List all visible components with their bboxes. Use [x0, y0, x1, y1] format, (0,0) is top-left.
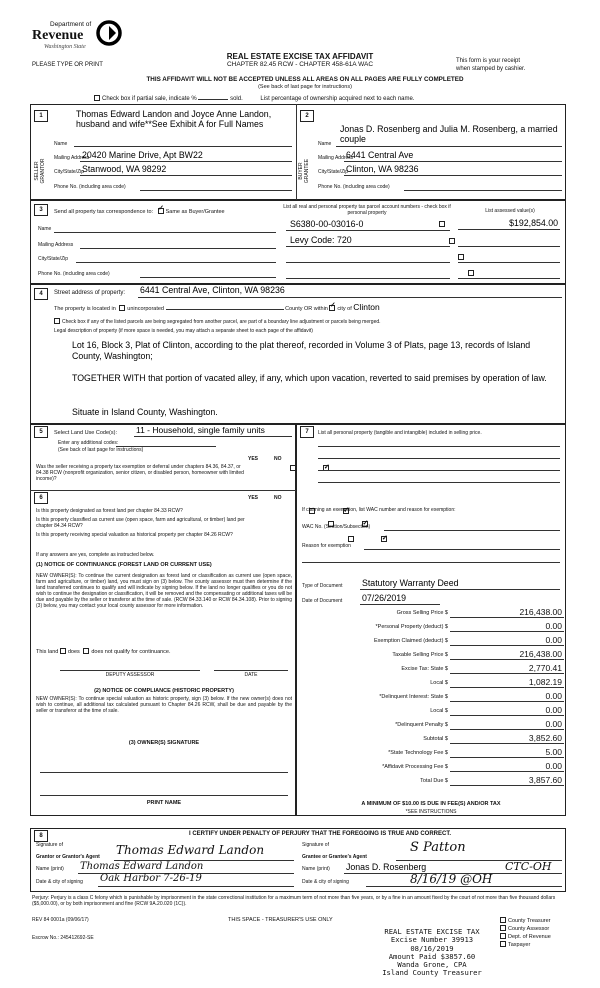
financial-row — [350, 775, 564, 787]
seller-name[interactable]: Thomas Edward Landon and Joyce Anne Landon, husband and wife**See Exhibit A for Full Names — [76, 109, 272, 129]
grantor-agent-label: Grantor or Grantor's Agent — [36, 854, 100, 860]
located-row — [54, 302, 554, 312]
dist-checkbox[interactable] — [500, 941, 506, 947]
perjury-note: Perjury: Perjury is a class C felony which is punishable by imprisonment in the state correctional institution for a maximum term of not more than five years, or by a fine in an amount fixed by the court of not more than five thousand dollars ($5,000.00), or by both imprisonment and fine (RCW 9A.20.020 (1C)). — [32, 895, 556, 907]
grantee-name-print[interactable]: Jonas D. Rosenberg — [346, 862, 427, 872]
financial-value[interactable]: 0.00 — [545, 691, 562, 701]
dor-logo — [32, 18, 132, 58]
section-3-number: 3 — [34, 204, 48, 216]
financial-row — [350, 649, 564, 661]
additional-codes-label: Enter any additional codes: — [58, 440, 119, 446]
logo-dept-line: Department of — [50, 21, 92, 28]
s6-q1: Is this property designated as forest land per chapter 84.33 RCW? — [36, 508, 183, 514]
financial-label: Taxable Selling Price $ — [392, 652, 448, 658]
parcel-1[interactable]: S6380-00-03016-0 — [290, 219, 364, 229]
grantor-name-print-label: Name (print) — [36, 866, 64, 872]
seller-mailing[interactable]: 20420 Marine Drive, Apt BW22 — [82, 150, 203, 160]
reason-label: Reason for exemption — [302, 543, 351, 549]
parcel-2[interactable]: Levy Code: 720 — [290, 235, 352, 245]
financial-label: *Delinquent Interest: State $ — [379, 694, 448, 700]
parcel-1-personal-checkbox[interactable] — [439, 221, 445, 227]
wac-no-label: WAC No. (Section/Subsection) — [302, 524, 371, 530]
financial-value[interactable]: 216,438.00 — [519, 607, 562, 617]
financial-row — [350, 663, 564, 675]
s5-yes-header: YES — [248, 456, 259, 462]
does-qualify-checkbox[interactable] — [60, 648, 66, 654]
grantee-agent-label: Grantee or Grantee's Agent — [302, 854, 367, 860]
financial-value[interactable]: 0.00 — [545, 761, 562, 771]
stamp-line: Excise Number 39913 — [390, 935, 474, 945]
s6-q3-no-checkbox[interactable] — [381, 536, 387, 542]
dist-item: County Treasurer — [500, 917, 551, 925]
partial-sale-checkbox[interactable] — [94, 95, 100, 101]
print-name-label: PRINT NAME — [146, 800, 182, 806]
legal-2[interactable]: TOGETHER WITH that portion of vacated alley, if any, which upon vacation, reverted to said premises by operation of law. — [72, 373, 547, 383]
logo-revenue: Revenue — [32, 28, 84, 43]
street-address[interactable]: 6441 Central Ave, Clinton, WA 98236 — [140, 285, 285, 295]
parcel-3-personal-checkbox[interactable] — [458, 254, 464, 260]
unincorporated-label: unincorporated — [127, 306, 164, 312]
financial-value[interactable]: 5.00 — [545, 747, 562, 757]
segregated-checkbox[interactable] — [54, 318, 60, 324]
financial-row — [350, 747, 564, 759]
tax-stamp — [352, 928, 512, 978]
logo-mark-icon — [96, 20, 122, 46]
legal-3[interactable]: Situate in Island County, Washington. — [72, 407, 218, 417]
s6-q2: Is this property classified as current use (open space, farm and agricultural, or timber) land per chapter 84.34 RCW? — [36, 517, 245, 529]
segregated-note: Check box if any of the listed parcels are being segregated from another parcel, are part of a boundary line adjustment or parcels being merged. — [62, 319, 381, 325]
treasurer-space: THIS SPACE - TREASURER'S USE ONLY — [228, 917, 333, 923]
buyer-name-label: Name — [318, 141, 332, 147]
buyer-city-label: City/State/Zip — [318, 169, 349, 175]
assessed-header: List assessed value(s) — [485, 208, 535, 214]
section-6-number: 6 — [34, 492, 48, 504]
personal-property-label: List all personal property (tangible and intangible) included in selling price. — [318, 430, 482, 436]
does-label: does — [67, 649, 80, 655]
assessed-1[interactable]: $192,854.00 — [509, 218, 558, 228]
buyer-side-label: BUYER GRANTEE — [298, 158, 310, 184]
form-title: REAL ESTATE EXCISE TAX AFFIDAVIT — [226, 52, 374, 61]
owner-signature-label: (3) OWNER(S) SIGNATURE — [128, 740, 200, 746]
financial-row — [350, 677, 564, 689]
notice-2-title: (2) NOTICE OF COMPLIANCE (HISTORIC PROPERTY) — [94, 688, 234, 694]
financial-value[interactable]: 2,770.41 — [528, 663, 562, 673]
financial-value[interactable]: 1,082.19 — [528, 677, 562, 687]
see-back-line: (See back of last page for instructions) — [258, 84, 352, 90]
same-as-buyer-checkbox[interactable] — [158, 208, 164, 214]
financial-label: Exemption Claimed (deduct) $ — [374, 638, 448, 644]
section-7-number: 7 — [300, 426, 314, 438]
doc-date[interactable]: 07/26/2019 — [362, 593, 407, 603]
financial-value[interactable]: 0.00 — [545, 719, 562, 729]
grantor-signature[interactable]: Thomas Edward Landon — [116, 843, 265, 857]
city-of-checkbox[interactable] — [329, 305, 335, 311]
county-or-label: County OR within — [285, 306, 328, 312]
financial-row — [350, 621, 564, 633]
sold-label: sold. — [230, 96, 243, 102]
certify-line: I CERTIFY UNDER PENALTY OF PERJURY THAT THE FOREGOING IS TRUE AND CORRECT. — [188, 831, 452, 837]
stamp-line: 08/16/2019 — [410, 943, 454, 953]
rev-number: REV 84 0001a (09/06/17) — [32, 917, 89, 923]
segregated-row — [54, 318, 564, 325]
financial-row — [350, 719, 564, 731]
financial-value[interactable]: 216,438.00 — [519, 649, 562, 659]
parcel-2-personal-checkbox[interactable] — [449, 238, 455, 244]
dist-checkbox[interactable] — [500, 925, 506, 931]
stamp-line: Island County Treasurer — [382, 968, 482, 978]
s3-city-label: City/State/Zip — [38, 256, 69, 262]
financial-value[interactable]: 0.00 — [545, 705, 562, 715]
s6-q3-yes-checkbox[interactable] — [348, 536, 354, 542]
s3-mailing-label: Mailing Address — [38, 242, 74, 248]
legal-1[interactable]: Lot 16, Block 3, Plat of Clinton, according to the plat thereof, recorded in Volume 3 of Plats, page 13, records of Island County, Washington; — [72, 340, 531, 361]
financial-value[interactable]: 0.00 — [545, 621, 562, 631]
section-2-number: 2 — [300, 110, 314, 122]
financial-row — [350, 761, 564, 773]
financial-row — [350, 691, 564, 703]
buyer-name[interactable]: Jonas D. Rosenberg and Julia M. Rosenberg, a married couple — [340, 124, 558, 144]
grantee-date[interactable]: 8/16/19 @OH — [410, 872, 493, 886]
section-4-number: 4 — [34, 288, 48, 300]
dist-checkbox[interactable] — [500, 917, 506, 923]
legal-label: Legal description of property (if more space is needed, you may attach a separate sheet to each page of the affidavit) — [54, 328, 313, 334]
city-of-label: city of — [337, 306, 352, 312]
grantee-sig-of: Signature of — [302, 842, 329, 848]
land-use-label: Select Land Use Code(s): — [54, 430, 117, 436]
financial-label: *Delinquent Penalty $ — [395, 722, 448, 728]
doc-type[interactable]: Statutory Warranty Deed — [362, 578, 459, 588]
dist-item: County Assessor — [500, 925, 551, 933]
buyer-mailing-label: Mailing Address — [318, 155, 354, 161]
unincorporated-checkbox[interactable] — [119, 305, 125, 311]
doc-type-label: Type of Document — [302, 583, 343, 589]
send-label: Send all property tax correspondence to: — [54, 209, 154, 215]
seller-city-label: City/State/Zip — [54, 169, 85, 175]
financial-row — [350, 607, 564, 619]
financial-row — [350, 705, 564, 717]
grantor-name-print[interactable]: Thomas Edward Landon — [80, 861, 204, 872]
doc-date-label: Date of Document — [302, 598, 343, 604]
notice-1-title: (1) NOTICE OF CONTINUANCE (FOREST LAND OR CURRENT USE) — [36, 562, 212, 568]
land-use-code[interactable]: 11 - Household, single family units — [136, 425, 265, 435]
financial-label: *Affidavit Processing Fee $ — [382, 764, 448, 770]
assessor-date-label: DATE — [244, 672, 258, 678]
buyer-city[interactable]: Clinton, WA 98236 — [346, 164, 419, 174]
notice-2-text: NEW OWNER(S): To continue special valuation as historic property, sign (3) below. If the new owner(s) does not wish to continue, all additional tax calculated pursuant to Chapter 84.26 RCW, shall be due and payable by the seller or transferor at the time of sale. — [36, 696, 292, 714]
min-fee-note: A MINIMUM OF $10.00 IS DUE IN FEE(S) AND/OR TAX — [361, 801, 501, 807]
dist-item: Dept. of Revenue — [500, 933, 551, 941]
grantee-name-print-label: Name (print) — [302, 866, 330, 872]
form-chapter: CHAPTER 82.45 RCW - CHAPTER 458-61A WAC — [226, 61, 374, 68]
warning-line: THIS AFFIDAVIT WILL NOT BE ACCEPTED UNLESS ALL AREAS ON ALL PAGES ARE FULLY COMPLETED — [146, 76, 464, 83]
financial-row — [350, 635, 564, 647]
deputy-assessor-label: DEPUTY ASSESSOR — [105, 672, 155, 678]
grantee-signature[interactable]: S Patton — [410, 840, 466, 855]
grantor-date[interactable]: Oak Harbor 7-26-19 — [100, 873, 202, 884]
s6-no-header: NO — [274, 495, 282, 501]
s5-exemption-question: Was the seller receiving a property tax exemption or deferral under chapters 84.36, 84.37, or 84.38 RCW (nonprofit organization, senior citizen, or disabled person, homeowner with limited income)? — [36, 464, 244, 482]
notice-1-text: NEW OWNER(S): To continue the current designation as forest land or classification as current use (open space, farm and agriculture, or timber) land, you must sign on (3) below. The county assessor must then determine if the land transferred continues to qualify and will indicate by signing below. If the land no longer qualifies or you do not wish to continue the designation or classification, it will be removed and the compensating or additional taxes will be due and payable by the seller or transferor at the time of sale. (RCW 84.33.140 or RCW 84.34.108). Prior to signing (3) below, you may contact your local county assessor for more information. — [36, 573, 292, 609]
section-1-number: 1 — [34, 110, 48, 122]
same-as-label: Same as Buyer/Grantee — [165, 209, 225, 215]
s5-no-header: NO — [274, 456, 282, 462]
does-not-qualify-checkbox[interactable] — [83, 648, 89, 654]
financial-label: Gross Selling Price $ — [396, 610, 448, 616]
seller-mailing-label: Mailing Address — [54, 155, 90, 161]
exemption-claim-label: If claiming an exemption, list WAC number and reason for exemption: — [302, 507, 456, 513]
receipt-note-1: This form is your receipt — [456, 58, 521, 64]
dist-item: Taxpayer — [500, 941, 551, 949]
seller-name-label: Name — [54, 141, 68, 147]
located-in-label: The property is located in — [54, 306, 116, 312]
buyer-phone-label: Phone No. (including area code) — [318, 184, 390, 190]
send-correspondence — [54, 208, 225, 215]
financial-label: Excise Tax: State $ — [401, 666, 448, 672]
s6-yes-header: YES — [248, 495, 259, 501]
financial-label: Subtotal $ — [423, 736, 448, 742]
s5-exemption-yes-checkbox[interactable] — [290, 465, 296, 471]
receipt-note-2: when stamped by cashier. — [456, 66, 526, 72]
grantee-date-label: Date & city of signing — [302, 879, 349, 885]
section-8-number: 8 — [34, 830, 48, 842]
s3-phone-label: Phone No. (including area code) — [38, 271, 110, 277]
partial-sale-label: Check box if partial sale, indicate % — [102, 96, 197, 102]
qualify-row — [36, 648, 171, 655]
please-type: PLEASE TYPE OR PRINT — [32, 62, 103, 68]
stamp-line: REAL ESTATE EXCISE TAX — [384, 927, 480, 936]
seller-city[interactable]: Stanwood, WA 98292 — [82, 164, 167, 174]
logo-state: Washington State — [44, 44, 86, 50]
grantee-agent-code: CTC-OH — [505, 860, 552, 873]
s6-q3: Is this property receiving special valuation as historical property per chapter 84.26 RCW? — [36, 532, 233, 538]
does-not-label: does not qualify for continuance. — [91, 649, 171, 655]
seller-phone-label: Phone No. (including area code) — [54, 184, 126, 190]
financial-label: *State Technology Fee $ — [388, 750, 448, 756]
financial-value[interactable]: 3,852.60 — [528, 733, 562, 743]
located-city[interactable]: Clinton — [353, 302, 380, 312]
financial-value[interactable]: 3,857.60 — [528, 775, 562, 785]
see-instructions-note: *SEE INSTRUCTIONS — [405, 809, 457, 815]
this-land-label: This land — [36, 649, 59, 655]
street-label: Street address of property: — [54, 290, 126, 296]
seller-side-label: SELLER GRANTOR — [34, 158, 46, 184]
parcel-4-personal-checkbox[interactable] — [468, 270, 474, 276]
financial-row — [350, 733, 564, 745]
escrow-number: Escrow No.: 245412692-SE — [32, 935, 94, 941]
partial-sale-row — [94, 95, 564, 103]
distribution-list — [500, 917, 551, 949]
stamp-line: Amount Paid $3857.60 — [388, 951, 476, 961]
buyer-mailing[interactable]: 6441 Central Ave — [346, 150, 414, 160]
s6-if-yes: If any answers are yes, complete as instructed below. — [36, 552, 155, 558]
grantor-sig-of: Signature of — [36, 842, 63, 848]
grantor-date-label: Date & city of signing — [36, 879, 83, 885]
financial-label: Local $ — [430, 708, 448, 714]
section-5-number: 5 — [34, 426, 48, 438]
s3-name-label: Name — [38, 226, 52, 232]
financial-label: Local $ — [430, 680, 448, 686]
parcel-header: List all real and personal property tax parcel account numbers - check box if personal property — [283, 204, 451, 216]
financial-label: *Personal Property (deduct) $ — [375, 624, 448, 630]
financial-value[interactable]: 0.00 — [545, 635, 562, 645]
s5-see-back: (See back of last page for instructions) — [58, 447, 144, 453]
stamp-line: Wanda Grone, CPA — [397, 960, 467, 970]
financial-label: Total Due $ — [420, 778, 448, 784]
ownership-note: List percentage of ownership acquired next to each name. — [260, 96, 415, 102]
dist-checkbox[interactable] — [500, 933, 506, 939]
left-column-frame — [30, 424, 296, 816]
